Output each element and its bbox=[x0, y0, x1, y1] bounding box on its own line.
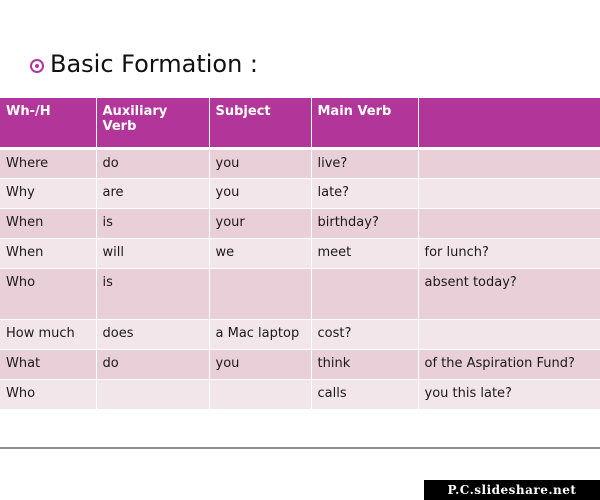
table-cell: do bbox=[96, 148, 209, 178]
table-cell: Who bbox=[0, 268, 96, 319]
table-cell: your bbox=[209, 208, 311, 238]
header-auxiliary-verb: Auxiliary Verb bbox=[96, 98, 209, 148]
table-cell: you this late? bbox=[418, 379, 600, 409]
table-cell: are bbox=[96, 178, 209, 208]
table-cell: How much bbox=[0, 319, 96, 349]
table-cell: birthday? bbox=[311, 208, 418, 238]
table-cell: is bbox=[96, 208, 209, 238]
table-cell bbox=[418, 148, 600, 178]
table-cell: live? bbox=[311, 148, 418, 178]
table-cell: When bbox=[0, 208, 96, 238]
table-row bbox=[0, 268, 600, 319]
table-cell bbox=[96, 379, 209, 409]
slide-title-text: Basic Formation : bbox=[50, 50, 259, 78]
table-row bbox=[0, 178, 600, 208]
table-cell: Why bbox=[0, 178, 96, 208]
header-subject: Subject bbox=[209, 98, 311, 148]
header-extra bbox=[418, 98, 600, 148]
table-cell: Who bbox=[0, 379, 96, 409]
table-cell: do bbox=[96, 349, 209, 379]
formation-table bbox=[0, 98, 600, 410]
table-cell: for lunch? bbox=[418, 238, 600, 268]
slide-title bbox=[30, 50, 258, 78]
table-cell: is bbox=[96, 268, 209, 319]
table-header-row bbox=[0, 98, 600, 148]
table-cell: cost? bbox=[311, 319, 418, 349]
table-cell bbox=[418, 319, 600, 349]
table-cell: What bbox=[0, 349, 96, 379]
table-cell: When bbox=[0, 238, 96, 268]
table-row bbox=[0, 238, 600, 268]
table-cell: calls bbox=[311, 379, 418, 409]
table-cell: think bbox=[311, 349, 418, 379]
table-cell bbox=[209, 268, 311, 319]
table-row bbox=[0, 148, 600, 178]
header-main-verb: Main Verb bbox=[311, 98, 418, 148]
table-cell: you bbox=[209, 148, 311, 178]
table-cell bbox=[418, 178, 600, 208]
slideshare-watermark: P.C.slideshare.net bbox=[424, 480, 600, 500]
bullet-circle-icon bbox=[30, 59, 44, 73]
table-row bbox=[0, 319, 600, 349]
table-cell bbox=[418, 208, 600, 238]
table-row bbox=[0, 208, 600, 238]
table-cell bbox=[311, 268, 418, 319]
table-cell: you bbox=[209, 178, 311, 208]
table-cell: will bbox=[96, 238, 209, 268]
table-cell: late? bbox=[311, 178, 418, 208]
table-cell: of the Aspiration Fund? bbox=[418, 349, 600, 379]
table-row bbox=[0, 379, 600, 409]
table-cell: meet bbox=[311, 238, 418, 268]
footer-divider bbox=[0, 447, 600, 449]
table-cell: we bbox=[209, 238, 311, 268]
table-cell: Where bbox=[0, 148, 96, 178]
table-cell bbox=[209, 379, 311, 409]
table-cell: you bbox=[209, 349, 311, 379]
table-cell: a Mac laptop bbox=[209, 319, 311, 349]
table-cell: absent today? bbox=[418, 268, 600, 319]
table-row bbox=[0, 349, 600, 379]
table-cell: does bbox=[96, 319, 209, 349]
header-wh: Wh-/H bbox=[0, 98, 96, 148]
